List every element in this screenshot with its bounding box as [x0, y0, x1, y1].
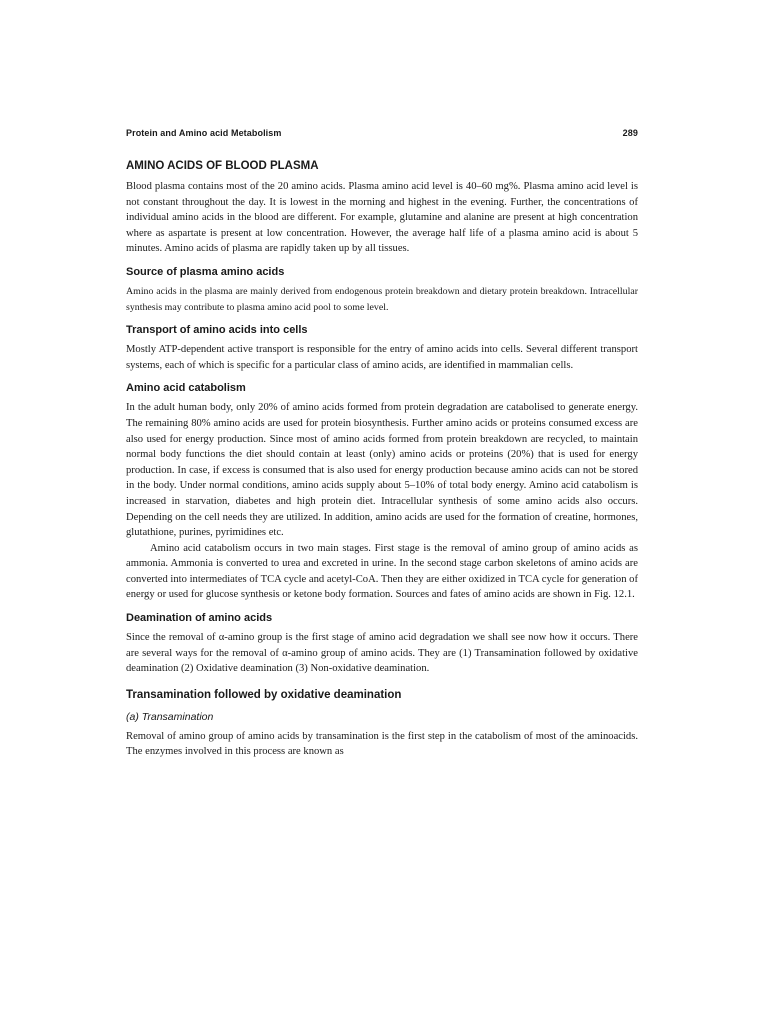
section-catabolism — [126, 380, 638, 603]
section-source — [126, 264, 638, 315]
subsection-title: Source of plasma amino acids — [126, 265, 285, 278]
subsection-title: Transamination followed by oxidative deamination — [126, 688, 402, 701]
subsection-title: Amino acid catabolism — [126, 382, 246, 395]
section-deamination — [126, 610, 638, 677]
paragraph: Blood plasma contains most of the 20 amino acids. Plasma amino acid level is 40–60 mg%. Plasma amino acid level is not constant throughout the day. It is lowest in the morning and highest in the evening. Further, the concentrations of individual amino acids in the blood are different. For example, glutamine and alanine are present at high concentration where as aspartate is present at low concentration. However, the average half life of a plasma amino acid is about 5 minutes. Amino acids of plasma are rapidly taken up by all tissues. — [126, 181, 638, 255]
paragraph: Mostly ATP-dependent active transport is responsible for the entry of amino acids into cells. Several different transport systems, each of which is specific for a particular class of amino acids, are identified in mammalian cells. — [126, 344, 638, 371]
subsection-title: Transport of amino acids into cells — [126, 324, 308, 337]
subsubsection-title: (a) Transamination — [126, 710, 214, 723]
paragraph: Amino acids in the plasma are mainly derived from endogenous protein breakdown and dietary protein breakdown. Intracellular synthesis may contribute to plasma amino acid pool to some level. — [126, 285, 638, 313]
paragraph: Amino acid catabolism occurs in two main stages. First stage is the removal of amino group of amino acids as ammonia. Ammonia is converted to urea and excreted in urine. In the second stage carbon skeletons of amino acids are converted into intermediates of TCA cycle and acetyl-CoA. Then they are either oxidized in TCA cycle for generation of energy or used for glucose synthesis or ketone body formation. Sources and fates of amino acids are shown in Fig. 12.1. — [126, 542, 638, 601]
section-title: AMINO ACIDS OF BLOOD PLASMA — [126, 160, 319, 172]
paragraph: In the adult human body, only 20% of amino acids formed from protein degradation are catabolised to generate energy. The remaining 80% amino acids are used for protein biosynthesis. Further amino acids or proteins consumed excess are also used for energy production. Since most of amino acids formed from protein breakdown are recycled, to maintain normal body functions the diet should contain at least (only) amino acids or proteins (20%) that is used for energy production. In case, if excess is consumed that is also used for energy production because amino acids can not be stored in the body. Under normal conditions, amino acids supply about 5–10% of total body energy. Amino acid catabolism is increased in starvation, diabetes and high protein diet. Intracellular synthesis of some amino acids also occurs. Depending on the cell needs they are utilized. In addition, amino acids are used for the formation of creatine, hormones, glutathione, purines, pyrimidines etc. — [126, 402, 638, 539]
section-blood-plasma — [126, 158, 638, 257]
section-transport — [126, 322, 638, 373]
book-page — [126, 128, 638, 760]
running-header — [126, 128, 638, 142]
paragraph: Removal of amino group of amino acids by transamination is the first step in the catabolism of most of the aminoacids. The enzymes involved in this process are known as — [126, 730, 638, 758]
subsection-title: Deamination of amino acids — [126, 612, 273, 625]
running-title: Protein and Amino acid Metabolism — [126, 128, 282, 138]
page-number: 289 — [622, 128, 638, 138]
paragraph: Since the removal of α-amino group is the first stage of amino acid degradation we shall see now how it occurs. There are several ways for the removal of α-amino group of amino acids. They are (1) Transamination followed by oxidative deamination (2) Oxidative deamination (3) Non-oxidative deamination. — [126, 632, 638, 675]
section-transamination — [126, 687, 638, 760]
